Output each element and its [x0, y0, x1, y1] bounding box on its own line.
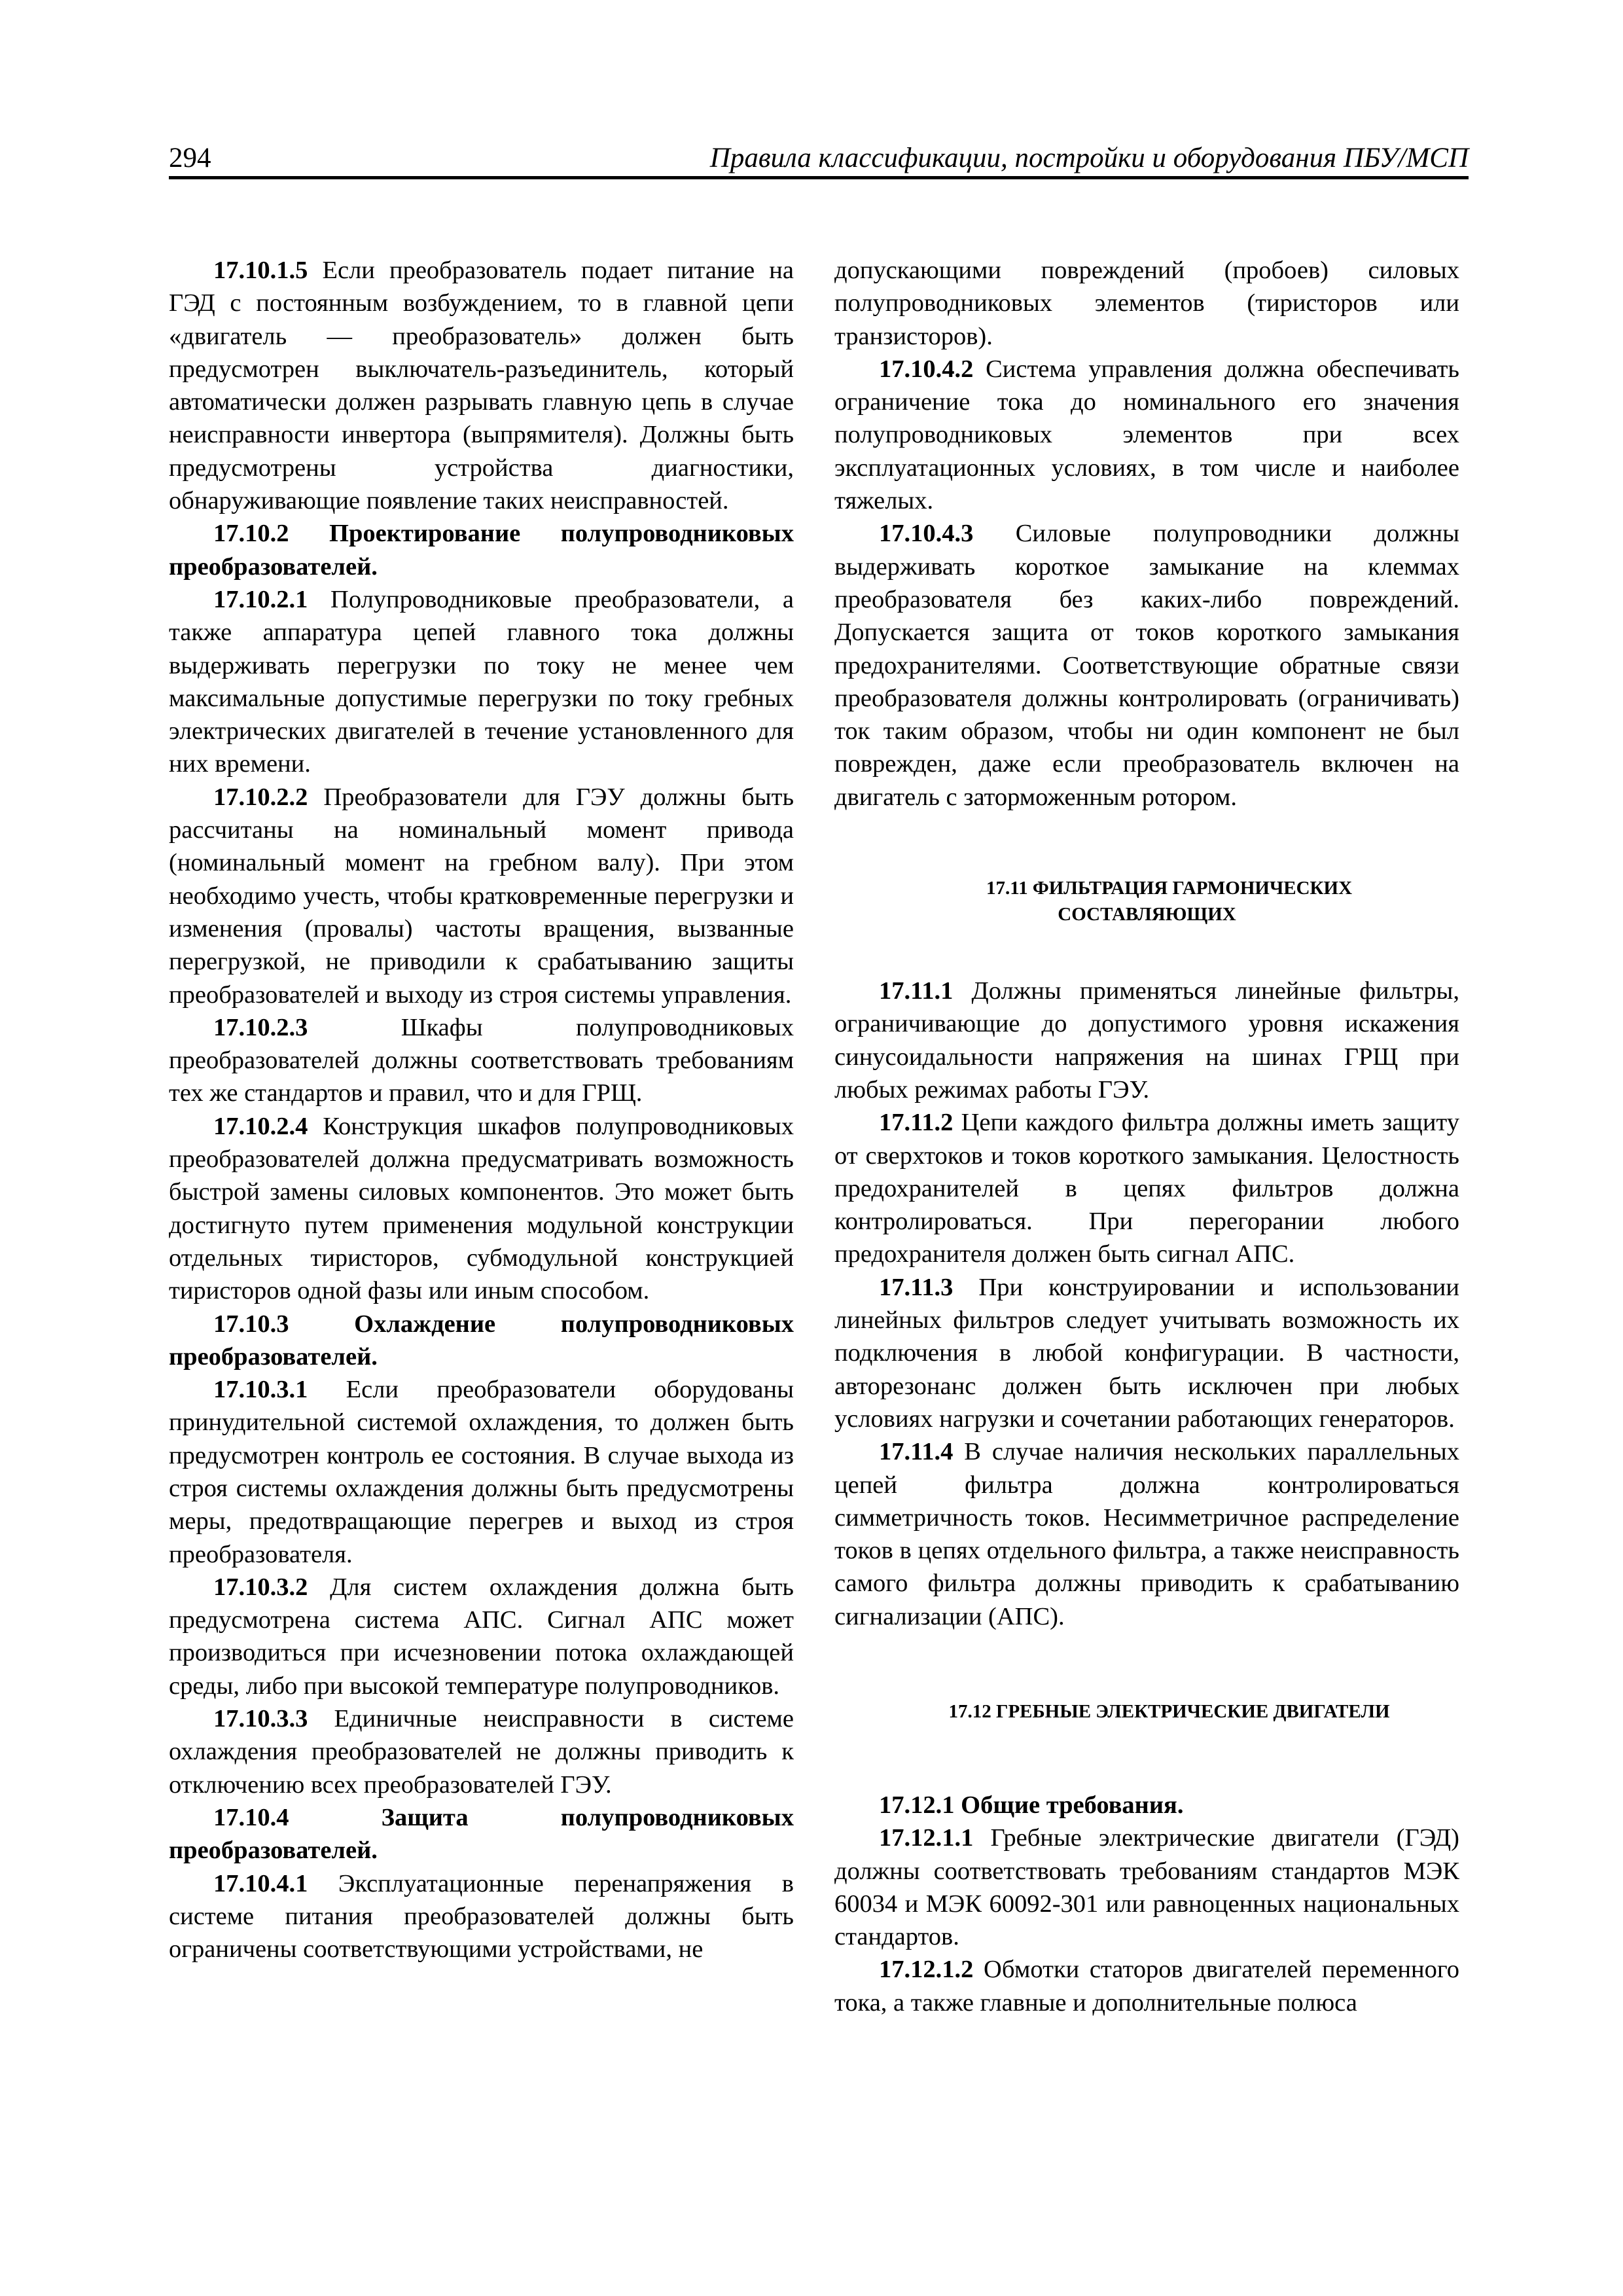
clause-text: Шкафы полупроводниковых преобразователей должны соответствовать требованиям тех же стандартов и правил, что и для ГРЩ. [169, 1013, 794, 1107]
clause-number: 17.11.2 [879, 1109, 954, 1137]
right-column [834, 254, 1459, 2019]
clause-text: Система управления должна обеспечивать ограничение тока до номинального его значения полупроводниковых элементов при всех эксплуатационных условиях, в том числе и наиболее тяжелых. [834, 355, 1459, 515]
paragraph [169, 1011, 794, 1110]
clause-text: Должны применяться линейные фильтры, ограничивающие до допустимого уровня искажения синусоидальности напряжения на шинах ГРЩ при любых режимах работы ГЭУ. [834, 977, 1459, 1103]
paragraph [834, 517, 1459, 814]
paragraph [834, 1821, 1459, 1953]
clause-text: Эксплуатационные перенапряжения в системе питания преобразователей должны быть ограничены соответствующими устройствами, не [169, 1869, 794, 1964]
subsection-heading: 17.10.3 Охлаждение полупроводниковых преобразователей. [169, 1310, 794, 1371]
clause-number: 17.10.2.1 [213, 585, 308, 613]
paragraph [834, 353, 1459, 517]
clause-text: В случае наличия нескольких параллельных цепей фильтра должна контролироваться симметричность токов. Несимметричное распределение токов в цепях отдельного фильтра, а также неисправность самого фильтра должны приводить к срабатыванию сигнализации (АПС). [834, 1438, 1459, 1630]
clause-number: 17.10.3.1 [213, 1376, 308, 1404]
clause-number: 17.10.4.3 [879, 520, 974, 548]
clause-text: Для систем охлаждения должна быть предусмотрена система АПС. Сигнал АПС может производиться при исчезновении потока охлаждающей среды, либо при высокой температуре полупроводников. [169, 1573, 794, 1700]
clause-number: 17.10.3.2 [213, 1573, 308, 1601]
clause-text: Если преобразователь подает питание на ГЭД с постоянным возбуждением, то в главной цепи «двигатель — преобразователь» должен быть предусмотрен выключатель-разъединитель, который автоматически должен разрывать главную цепь в случае неисправности инвертора (выпрямителя). Должны быть предусмотрены устройства диагностики, обнаруживающие появление таких неисправностей. [169, 257, 794, 515]
clause-number: 17.10.3.3 [213, 1705, 308, 1733]
clause-text: Гребные электрические двигатели (ГЭД) должны соответствовать требованиям стандартов МЭК 60034 и МЭК 60092-301 или равноценных национальных стандартов. [834, 1824, 1459, 1951]
header-rule [169, 176, 1469, 179]
section-heading-line: 17.11 ФИЛЬТРАЦИЯ ГАРМОНИЧЕСКИХ [986, 878, 1353, 899]
running-title: Правила классификации, постройки и оборудования ПБУ/МСП [709, 143, 1469, 173]
paragraph [834, 1271, 1459, 1435]
clause-text: Полупроводниковые преобразователи, а также аппаратура цепей главного тока должны выдерживать перегрузки по току не менее чем максимальные допустимые перегрузки по току гребных электрических двигателей в течение установленного для них времени. [169, 585, 794, 778]
paragraph [834, 975, 1459, 1106]
paragraph [169, 583, 794, 781]
page-header [169, 143, 1469, 179]
clause-text: Конструкция шкафов полупроводниковых преобразователей должна предусматривать возможность быстрой замены силовых компонентов. Это может быть достигнуто путем применения модульной конструкции отдельных тиристоров, субмодульной конструкцией тиристоров одной фазы или иным способом. [169, 1112, 794, 1305]
section-heading-line: СОСТАВЛЯЮЩИХ [1058, 904, 1236, 925]
clause-number: 17.10.2.3 [213, 1013, 308, 1041]
paragraph [834, 1106, 1459, 1270]
clause-number: 17.10.4.1 [213, 1869, 308, 1897]
paragraph [834, 1953, 1459, 2019]
clause-number: 17.12.1.1 [879, 1824, 974, 1852]
clause-number: 17.11.1 [879, 977, 954, 1005]
subsection-heading: 17.10.4 Защита полупроводниковых преобразователей. [169, 1803, 794, 1865]
paragraph [169, 781, 794, 1011]
clause-text: При конструировании и использовании линейных фильтров следует учитывать возможность их подключения в любой конфигурации. В частности, авторезонанс должен быть исключен при любых условиях нагрузки и сочетании работающих генераторов. [834, 1273, 1459, 1433]
clause-text: Преобразователи для ГЭУ должны быть рассчитаны на номинальный момент привода (номинальный момент на гребном валу). При этом необходимо учесть, чтобы кратковременные перегрузки и изменения (провалы) частоты вращения, вызванные перегрузкой, не приводили к срабатыванию защиты преобразователей и выходу из строя системы управления. [169, 783, 794, 1009]
paragraph [834, 1435, 1459, 1633]
clause-text: Обмотки статоров двигателей переменного тока, а также главные и дополнительные полюса [834, 1956, 1459, 2017]
subsection-heading: 17.10.2 Проектирование полупроводниковых преобразователей. [169, 520, 794, 581]
subsection-heading: 17.12.1 Общие требования. [879, 1791, 1184, 1819]
paragraph [169, 1571, 794, 1702]
clause-number: 17.12.1.2 [879, 1956, 974, 1984]
paragraph [169, 1867, 794, 1966]
paragraph [169, 1110, 794, 1308]
clause-number: 17.10.1.5 [213, 257, 308, 284]
paragraph [169, 1702, 794, 1801]
left-column [169, 254, 794, 1965]
clause-number: 17.10.4.2 [879, 355, 974, 383]
clause-number: 17.11.3 [879, 1273, 954, 1301]
clause-text: Цепи каждого фильтра должны иметь защиту от сверхтоков и токов короткого замыкания. Целостность предохранителей в цепях фильтров должна контролироваться. При перегорании любого предохранителя должен быть сигнал АПС. [834, 1109, 1459, 1268]
clause-text: Единичные неисправности в системе охлаждения преобразователей не должны приводить к отключению всех преобразователей ГЭУ. [169, 1705, 794, 1799]
clause-text: Силовые полупроводники должны выдерживать короткое замыкание на клеммах преобразователя без каких-либо повреждений. Допускается защита от токов короткого замыкания предохранителями. Соответствующие обратные связи преобразователя должны контролировать (ограничивать) ток таким образом, чтобы ни один компонент не был поврежден, даже если преобразователь включен на двигатель с заторможенным ротором. [834, 520, 1459, 811]
section-heading: 17.12 ГРЕБНЫЕ ЭЛЕКТРИЧЕСКИЕ ДВИГАТЕЛИ [948, 1700, 1390, 1722]
paragraph [169, 254, 794, 517]
page-number: 294 [169, 143, 211, 173]
clause-number: 17.11.4 [879, 1438, 954, 1466]
paragraph-continuation: допускающими повреждений (пробоев) силовых полупроводниковых элементов (тиристоров или транзисторов). [834, 257, 1459, 350]
clause-number: 17.10.2.4 [213, 1112, 308, 1140]
clause-text: Если преобразователи оборудованы принудительной системой охлаждения, то должен быть предусмотрен контроль ее состояния. В случае выхода из строя системы охлаждения должны быть предусмотрены меры, предотвращающие перегрев и выход из строя преобразователя. [169, 1376, 794, 1568]
paragraph [169, 1373, 794, 1571]
clause-number: 17.10.2.2 [213, 783, 308, 811]
section-heading [834, 875, 1459, 927]
